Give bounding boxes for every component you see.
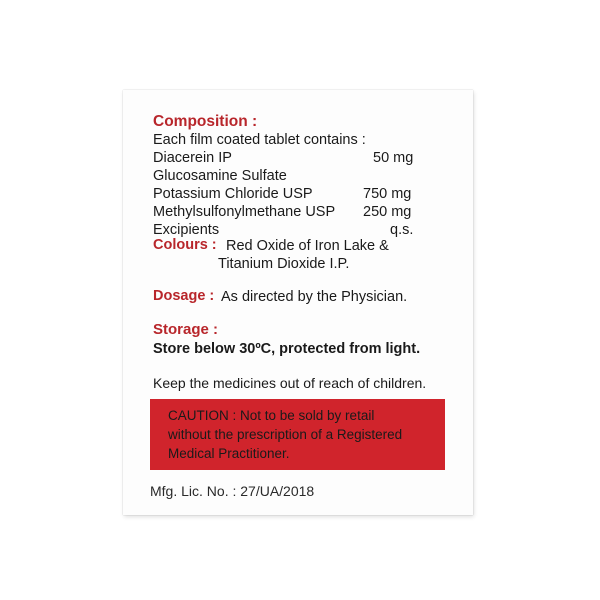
storage-text: Store below 30ºC, protected from light. (153, 341, 421, 357)
ingredient-name: Glucosamine Sulfate (153, 168, 287, 184)
ingredient-name: Methylsulfonylmethane USP (153, 204, 336, 220)
keep-away-notice: Keep the medicines out of reach of children. (153, 375, 427, 391)
label-card (123, 90, 473, 515)
colours-line-2: Titanium Dioxide I.P. (218, 256, 350, 272)
caution-line-2: without the prescription of a Registered (168, 427, 403, 442)
dosage-text: As directed by the Physician. (221, 289, 408, 305)
ingredient-amount: 50 mg (373, 150, 414, 166)
ingredient-amount: q.s. (390, 222, 414, 238)
caution-box (150, 399, 445, 470)
composition-intro: Each film coated tablet contains : (153, 132, 366, 148)
ingredient-name: Diacerein IP (153, 150, 232, 166)
colours-label: Colours : (153, 237, 217, 253)
ingredient-name: Potassium Chloride USP (153, 186, 313, 202)
composition-heading: Composition : (153, 113, 258, 130)
dosage-label: Dosage : (153, 288, 215, 304)
caution-line-3: Medical Practitioner. (168, 446, 290, 461)
ingredient-name: Excipients (153, 222, 220, 238)
ingredient-amount: 750 mg (363, 186, 412, 202)
ingredient-amount: 250 mg (363, 204, 412, 220)
caution-text (168, 406, 402, 463)
colours-line-1: Red Oxide of Iron Lake & (226, 238, 389, 254)
mfg-license: Mfg. Lic. No. : 27/UA/2018 (150, 483, 315, 499)
caution-line-1: CAUTION : Not to be sold by retail (168, 408, 375, 423)
storage-heading: Storage : (153, 321, 219, 338)
